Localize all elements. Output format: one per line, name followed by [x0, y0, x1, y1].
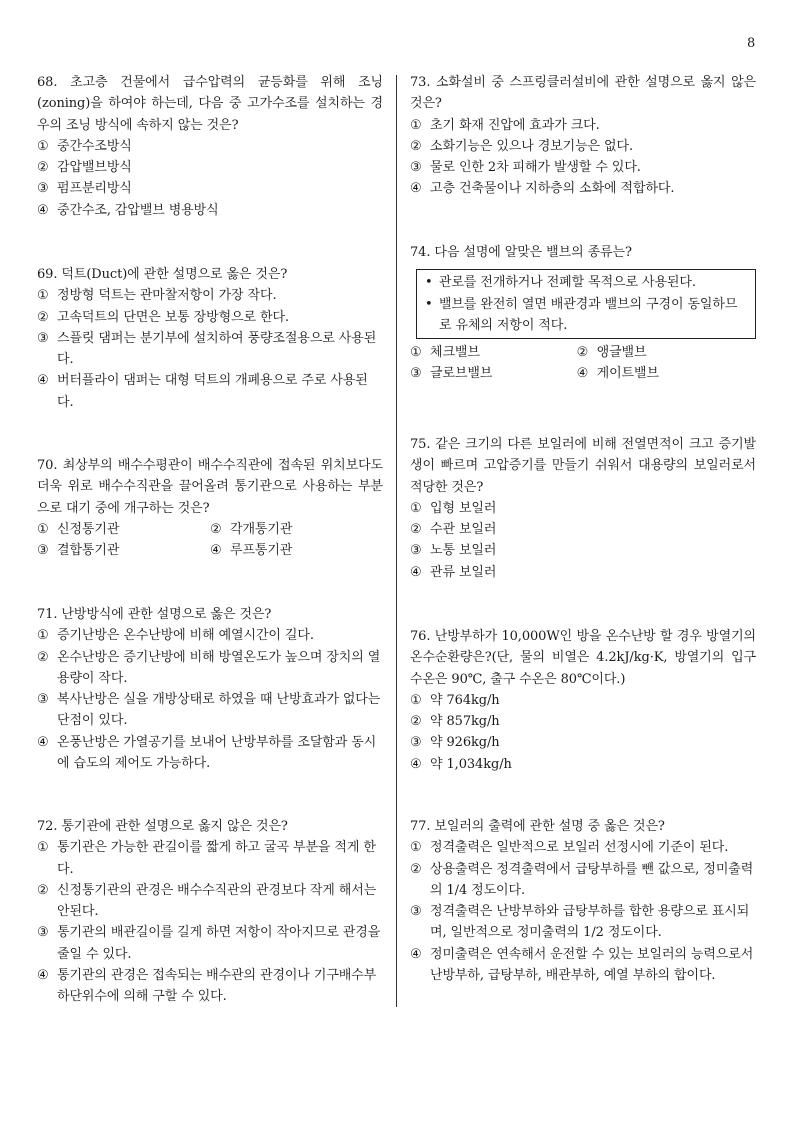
option-2[interactable]: ② 수관 보일러 [410, 522, 497, 538]
question-72 [37, 816, 383, 1008]
option-row [37, 519, 383, 540]
option-2[interactable]: ② 소화기능은 있으나 경보기능은 없다. [410, 138, 633, 154]
box-line: • 관로를 전개하거나 전폐할 목적으로 사용된다. [425, 275, 696, 291]
option-1[interactable]: ① 정방형 덕트는 관마찰저항이 가장 작다. [37, 288, 277, 304]
option-4[interactable]: ④ 중간수조, 감압밸브 병용방식 [37, 202, 219, 218]
option-4[interactable]: ④ 온풍난방은 가열공기를 보내어 난방부하를 조달함과 동시에 습도의 제어도 가능하다. [37, 734, 377, 772]
option-3[interactable]: ③ 복사난방은 실을 개방상태로 하였을 때 난방효과가 없다는 단점이 있다. [37, 692, 381, 729]
option-3[interactable]: ③ 노통 보일러 [410, 543, 497, 559]
option-4[interactable]: ④ 약 1,034kg/h [410, 756, 512, 772]
question-stem: 77. 보일러의 출력에 관한 설명 중 옳은 것은? [410, 819, 665, 834]
option-3[interactable]: ③ 펌프분리방식 [37, 181, 132, 197]
option-1[interactable]: ① 체크밸브 [410, 345, 480, 361]
option-2[interactable]: ② 온수난방은 증기난방에 비해 방열온도가 높으며 장치의 열용량이 작다. [37, 649, 381, 686]
option-2[interactable]: ② 감압밸브방식 [37, 160, 132, 176]
option-row [410, 363, 756, 384]
option-3[interactable]: ③ 결합통기관 [37, 543, 120, 559]
option-1[interactable]: ① 입형 보일러 [410, 500, 497, 516]
option-4[interactable]: ④ 고층 건축물이나 지하층의 소화에 적합하다. [410, 181, 675, 197]
question-75 [410, 434, 756, 583]
option-2[interactable]: ② 상용출력은 정격출력에서 급탕부하를 뺀 값으로, 정미출력의 1/4 정도이다. [410, 861, 754, 898]
option-4[interactable]: ④ 버터플라이 댐퍼는 대형 덕트의 개폐용으로 주로 사용된다. [37, 373, 368, 410]
question-71 [37, 604, 383, 774]
question-68 [37, 72, 383, 221]
page-number: 8 [747, 36, 756, 51]
option-2[interactable]: ② 약 857kg/h [410, 714, 500, 730]
option-3[interactable]: ③ 약 926kg/h [410, 735, 500, 751]
option-1[interactable]: ① 정격출력은 일반적으로 보일러 선정시에 기준이 된다. [410, 840, 729, 856]
option-1[interactable]: ① 중간수조방식 [37, 138, 132, 154]
option-1[interactable]: ① 신정통기관 [37, 521, 120, 537]
box-line: • 밸브를 완전히 열면 배관경과 밸브의 구경이 동일하므로 유체의 저항이 적다. [425, 296, 738, 333]
option-4[interactable]: ④ 루프통기관 [210, 543, 293, 559]
option-1[interactable]: ① 초기 화재 진압에 효과가 크다. [410, 117, 600, 133]
question-76 [410, 626, 756, 775]
column-divider [396, 75, 397, 1007]
option-4[interactable]: ④ 정미출력은 연속해서 운전할 수 있는 보일러의 능력으로서 난방부하, 급탕부하, 배관부하, 예열 부하의 합이다. [410, 946, 754, 984]
option-row [37, 540, 383, 561]
option-4[interactable]: ④ 게이트밸브 [576, 366, 659, 382]
question-stem: 75. 같은 크기의 다른 보일러에 비해 전열면적이 크고 증기발생이 빠르며 고압증기를 만들기 쉬워서 대용량의 보일러로서 적당한 것은? [410, 437, 756, 495]
question-stem: 76. 난방부하가 10,000W인 방을 온수난방 할 경우 방열기의 온수순환량은?(단, 물의 비열은 4.2kJ/kg·K, 방열기의 입구 수온은 90℃, 출구 수온은 80℃이다.) [410, 629, 756, 687]
option-4[interactable]: ④ 관류 보일러 [410, 564, 497, 580]
question-73 [410, 72, 756, 200]
option-1[interactable]: ① 증기난방은 온수난방에 비해 예열시간이 길다. [37, 628, 314, 644]
option-3[interactable]: ③ 통기관의 배관길이를 길게 하면 저항이 작아지므로 관경을 줄일 수 있다. [37, 925, 381, 962]
option-3[interactable]: ③ 정격출력은 난방부하와 급탕부하를 합한 용량으로 표시되며, 일반적으로 정미출력의 1/2 정도이다. [410, 904, 750, 941]
question-stem: 73. 소화설비 중 스프링클러설비에 관한 설명으로 옳지 않은 것은? [410, 75, 756, 112]
question-69 [37, 264, 383, 413]
option-4[interactable]: ④ 통기관의 관경은 접속되는 배수관의 관경이나 기구배수부하단위수에 의해 구할 수 있다. [37, 968, 377, 1005]
question-stem: 71. 난방방식에 관한 설명으로 옳은 것은? [37, 607, 272, 622]
option-2[interactable]: ② 신정통기관의 관경은 배수수직관의 관경보다 작게 해서는 안된다. [37, 882, 377, 920]
question-77 [410, 816, 756, 986]
question-stem: 68. 초고층 건물에서 급수압력의 균등화를 위해 조닝(zoning)을 하여야 하는데, 다음 중 고가수조를 설치하는 경우의 조닝 방식에 속하지 않는 것은? [37, 75, 383, 133]
option-2[interactable]: ② 앵글밸브 [576, 345, 647, 361]
option-3[interactable]: ③ 물로 인한 2차 피해가 발생할 수 있다. [410, 160, 641, 176]
description-box [416, 269, 756, 339]
question-stem: 69. 덕트(Duct)에 관한 설명으로 옳은 것은? [37, 267, 288, 282]
option-2[interactable]: ② 각개통기관 [210, 521, 293, 537]
option-3[interactable]: ③ 스플릿 댐퍼는 분기부에 설치하여 풍량조절용으로 사용된다. [37, 330, 377, 368]
option-1[interactable]: ① 통기관은 가능한 관길이를 짧게 하고 굴곡 부분을 적게 한다. [37, 840, 376, 877]
option-3[interactable]: ③ 글로브밸브 [410, 366, 493, 382]
option-1[interactable]: ① 약 764kg/h [410, 692, 500, 708]
question-stem: 72. 통기관에 관한 설명으로 옳지 않은 것은? [37, 819, 288, 834]
option-2[interactable]: ② 고속덕트의 단면은 보통 장방형으로 한다. [37, 309, 289, 325]
question-stem: 74. 다음 설명에 알맞은 밸브의 종류는? [410, 245, 632, 260]
question-stem: 70. 최상부의 배수수평관이 배수수직관에 접속된 위치보다도 더욱 위로 배수수직관을 끌어올려 통기관으로 사용하는 부분으로 대기 중에 개구하는 것은? [37, 458, 383, 516]
question-74 [410, 242, 756, 385]
option-row [410, 342, 756, 363]
question-70 [37, 455, 383, 561]
